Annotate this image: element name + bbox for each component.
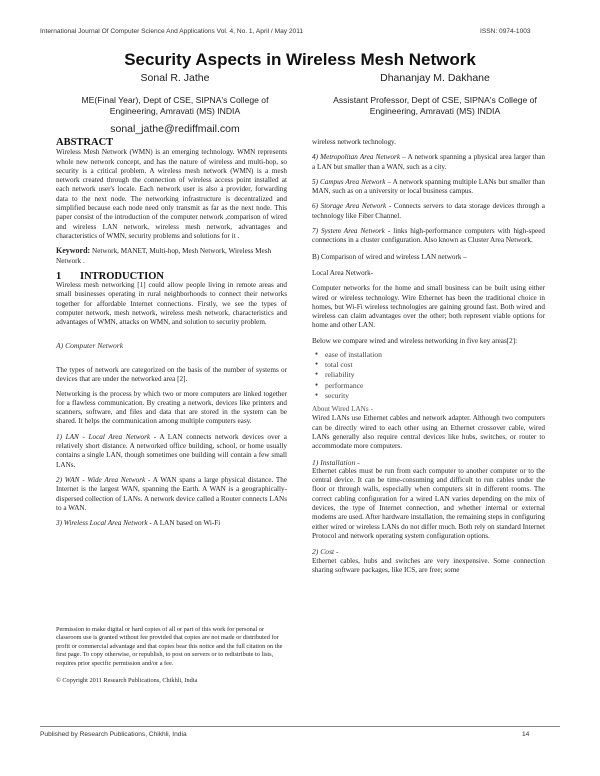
san-text: - Connects servers to data storage devices through a technology like Fiber Channel.: [312, 202, 545, 220]
wan-label: 2) WAN - Wide Area Network: [56, 475, 146, 484]
installation-heading: 1) Installation -: [312, 457, 360, 467]
abstract-heading: ABSTRACT: [56, 137, 114, 148]
man-text: – A network spanning a physical area larger than a LAN but smaller than a WAN, such as a city.: [312, 153, 545, 171]
abstract-text: Wireless Mesh Network (WMN) is an emerging technology. WMN represents whole new network concept, and has the nature of wireless and multi-hop, so security is a critical problem. A wireless mesh network (WMN) is a mesh network created through the connection of wireless access point installed at each network user's locale. Each network user is also a provider, forwarding data to the next node. The networking infrastructure is decentralized and simplified because each node need only transmit as far as the next node. This paper consist of the introduction of the computer network ,comparison of wired and wireless LAN network, wireless mesh network, advantages and characteristics of WMN, security problems and solutions for it .: [56, 148, 287, 240]
keywords: [56, 246, 287, 266]
journal-header: International Journal Of Computer Science And Applications Vol. 4, No. 1, April / May 2011: [40, 28, 304, 35]
paper-title: Security Aspects in Wireless Mesh Network: [124, 50, 476, 69]
subsection-a-heading: A) Computer Network: [56, 340, 124, 350]
list-item: ● ease of installation: [312, 350, 545, 360]
list-item: ● performance: [312, 381, 545, 391]
lan-subheading: Local Area Network-: [312, 268, 374, 277]
continued-text: wireless network technology.: [312, 138, 396, 146]
permission-text: Permission to make digital or hard copies of all or part of this work for personal or classroom use is granted without fee provided that copies are not made or distributed for profit or commercial advantage and that copies bear this notice and the full citation on the first page. To copy otherwise, or republish, to post on servers or to redistribute to lists, requires prior specific permission and/or a fee.: [56, 626, 283, 667]
issn-header: ISSN: 0974-1003: [480, 28, 531, 35]
wlan-item: [56, 519, 287, 528]
footer-publisher: Published by Research Publications, Chikhli, India: [40, 731, 187, 738]
intro-title: INTRODUCTION: [80, 270, 165, 282]
comparison-text: Computer networks for the home and small business can be built using either wired or wireless technology. Wire Ethernet has been the traditional choice in homes, but Wi-Fi wireless technologies are gaining ground fast. Both wired and wireless can claim advantages over the other; both represent viable options for home and other LAN.: [312, 284, 545, 330]
keywords-text: Network, MANET, Multi-hop, Mesh Network, Wireless Mesh Network .: [56, 247, 272, 265]
intro-text: Wireless mesh networking [1] could allow people living in remote areas and small businesses operating in rural neighborhoods to connect their networks together for affordable Internet connections. Firstly, we see the types of computer network, mesh network, wireless mesh network, characteristics and advantages of WMN, attacks on WMN, and solution to security problem.: [56, 281, 287, 327]
system-area-item: [312, 227, 545, 246]
lan-label: 1) LAN - Local Area Network: [56, 432, 151, 441]
system-area-text: - links high-performance computers with high-speed connections in a cluster configuration. Also known as Cluster Area Network.: [312, 227, 545, 245]
left-column: [56, 138, 287, 528]
page-number: 14: [522, 731, 530, 738]
author-1-email[interactable]: sonal_jathe@rediffmail.com: [110, 123, 240, 135]
lan-text: - A LAN connects network devices over a relatively short distance. A networked office building, school, or home usually contains a single LAN, though sometimes one building will contain a few small LANs.: [56, 432, 287, 469]
keywords-label: Keyword:: [56, 246, 91, 256]
wan-text: - A WAN spans a large physical distance. The Internet is the largest WAN, spanning the Earth. A WAN is a geographically-dispersed collection of LANs. A network device called a Router connects LANs to a WAN.: [56, 475, 288, 512]
author-1-affiliation: [40, 95, 310, 117]
can-text: – A network spanning multiple LANs but smaller than MAN, such as on a university or local business campus.: [312, 177, 546, 196]
types-text: The types of network are categorized on the basis of the number of systems or devices that are under the networked area [2].: [56, 365, 287, 384]
wlan-text: - A LAN based on Wi-Fi: [147, 519, 221, 528]
intro-heading: [56, 272, 287, 281]
cost-heading: 2) Cost -: [312, 547, 339, 557]
wlan-label: 3) Wireless Local Area Network: [56, 519, 148, 528]
list-item: ● reliability: [312, 370, 545, 380]
author-1-affil-line-2: Engineering, Amravati (MS) INDIA: [109, 106, 241, 116]
below-text: Below we compare wired and wireless networking in five key areas[2]:: [312, 336, 518, 345]
author-2-name: Dhananjay M. Dakhane: [380, 72, 490, 84]
lan-item: [56, 433, 287, 470]
about-wired-heading: About Wired LANs -: [312, 405, 373, 414]
author-2-affil-line-1: Assistant Professor, Dept of CSE, SIPNA's College of: [333, 95, 537, 105]
comparison-areas-list: [312, 350, 545, 401]
san-item: [312, 202, 545, 221]
list-item: ● total cost: [312, 360, 545, 370]
author-1-name: Sonal R. Jathe: [140, 72, 210, 84]
can-item: [312, 178, 545, 197]
wan-item: [56, 476, 287, 513]
networking-text: Networking is the process by which two or more computers are linked together for a flawless communication. By creating a network, devices like printers and scanners, software, and files and data that are stored in the system can be shared. It helps the communication among multiple computers easy.: [56, 389, 287, 426]
about-wired-text: Wired LANs use Ethernet cables and network adapter. Although two computers can be directly wired to each other using an Ethernet crossover cable, wired LANs generally also require central devices like hubs, switches, or router to accommodate more computers.: [312, 414, 545, 451]
list-item: ● security: [312, 391, 545, 401]
author-2-affil-line-2: Engineering, Amravati (MS) INDIA: [369, 106, 501, 116]
right-column: [312, 138, 545, 575]
comparison-heading: B) Comparison of wired and wireless LAN network –: [312, 252, 467, 261]
man-label: 4) Metropolitan Area Network: [312, 153, 401, 162]
author-2-affiliation: [300, 95, 570, 117]
permission-notice: [56, 626, 287, 685]
installation-text: Ethernet cables must be run from each computer to another computer or to the central device. It can be time-consuming and difficult to run cables under the floor or through walls, especially when computers sit in different rooms. The correct cabling configuration for a wired LAN varies depending on the mix of devices, the type of Internet connection, and whether internal or external modems are used. After hardware installation, the remaining steps in configuring either wired or wireless LANs do not differ much. Both rely on standard Internet Protocol and network operating system configuration options.: [312, 466, 545, 540]
cost-text: Ethernet cables, hubs and switches are very inexpensive. Some connection sharing software packages, like ICS, are free; some: [312, 556, 545, 574]
system-area-label: 7) System Area Network: [312, 227, 385, 236]
intro-number: 1: [56, 270, 62, 282]
copyright-text: © Copyright 2011 Research Publications, Chikhli, India: [56, 677, 198, 685]
author-1-affil-line-1: ME(Final Year), Dept of CSE, SIPNA's College of: [81, 95, 269, 105]
san-label: 6) Storage Area Network: [312, 202, 387, 211]
can-label: 5) Campus Area Network: [312, 177, 386, 186]
footer-divider: [40, 726, 560, 727]
man-item: [312, 153, 545, 172]
